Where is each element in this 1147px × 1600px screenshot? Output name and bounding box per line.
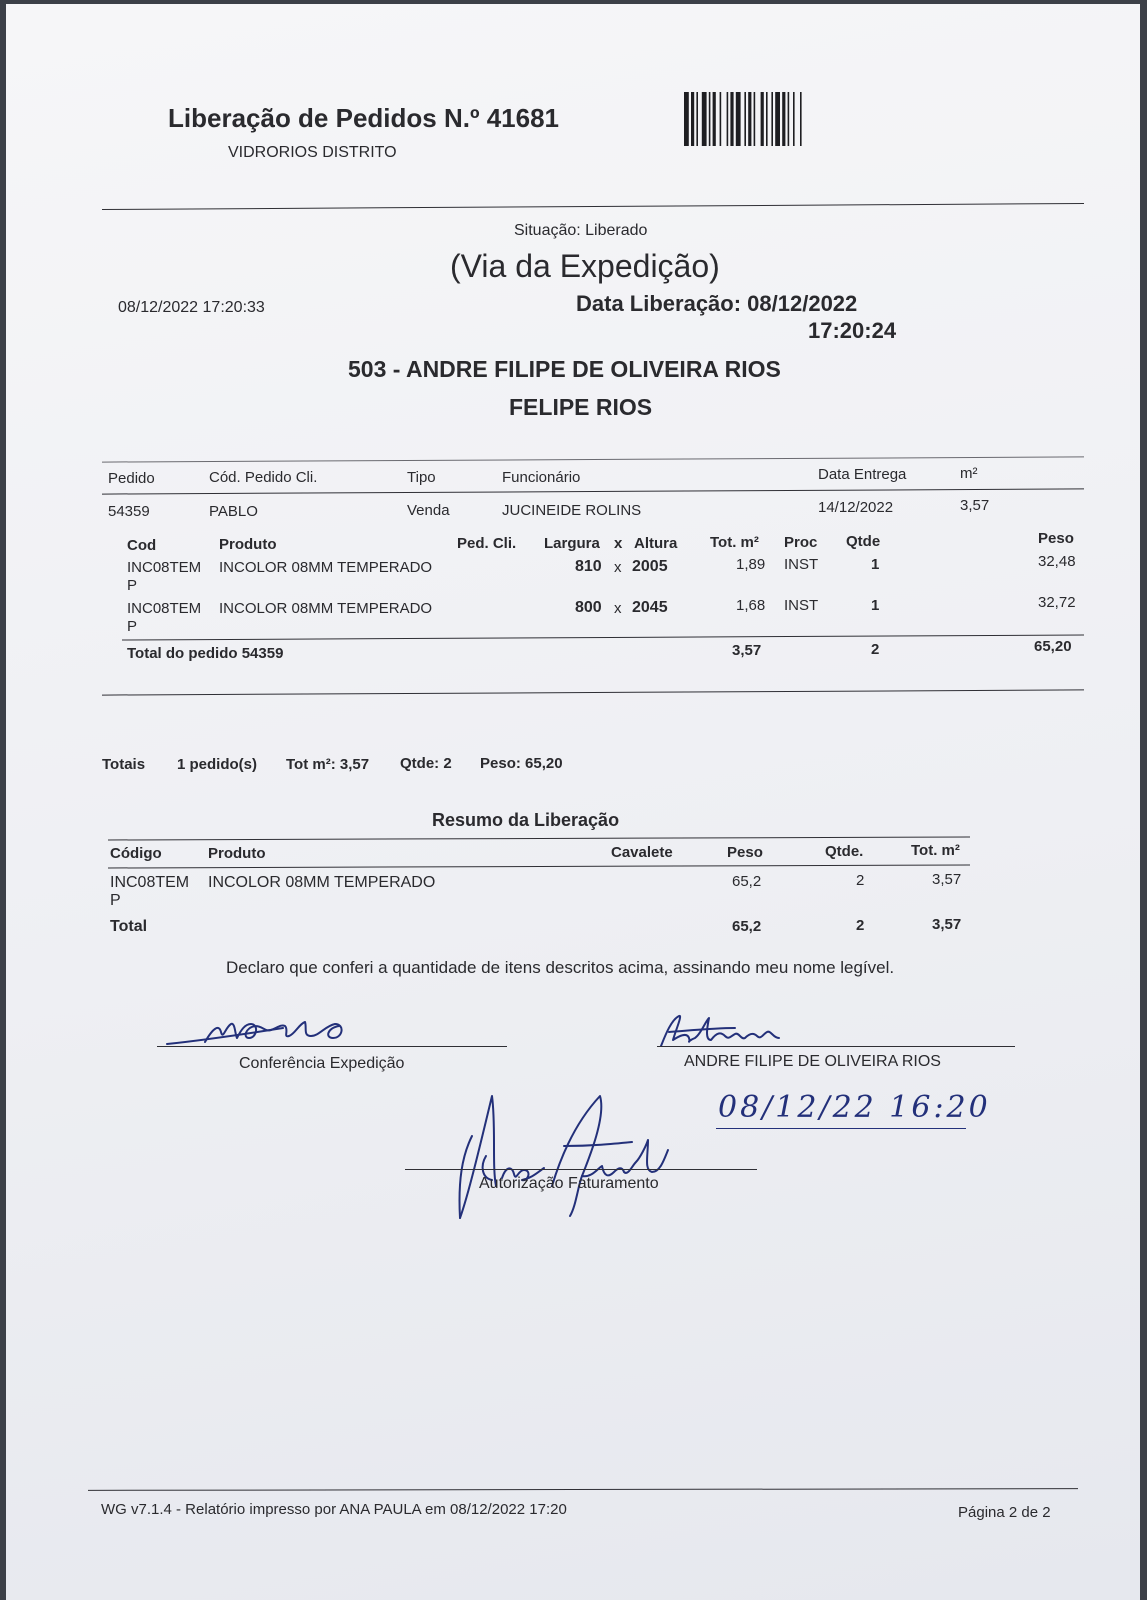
items-col-tot-m2: Tot. m² [710,534,759,551]
col-data-entrega: Data Entrega [818,466,907,483]
conferencia-signature [165,1010,395,1050]
summary-row-peso: 65,2 [732,873,762,890]
item-altura: 2005 [632,558,668,575]
document-page [6,4,1140,1600]
handwritten-datetime: 08/12/22 16:20 [718,1090,991,1125]
items-col-largura: Largura [544,535,600,552]
client-name: 503 - ANDRE FILIPE DE OLIVEIRA RIOS [348,356,781,382]
items-col-ped-cli: Ped. Cli. [457,535,517,552]
item-x: x [614,600,622,617]
summary-col-produto: Produto [208,845,266,862]
items-col-qtde: Qtde [846,533,881,550]
footer-left: WG v7.1.4 - Relatório impresso por ANA PAULA em 08/12/2022 17:20 [101,1501,567,1518]
order-pedido: 54359 [108,503,150,520]
summary-col-peso: Peso [727,844,763,861]
item-x: x [614,559,622,576]
release-date: Data Liberação: 08/12/2022 [576,291,858,316]
summary-col-tot-m2: Tot. m² [911,842,960,859]
order-total-qtde: 2 [871,641,880,658]
document-title: Liberação de Pedidos N.º 41681 [168,103,559,133]
item-produto: INCOLOR 08MM TEMPERADO [219,559,433,576]
col-m2: m² [960,465,978,482]
item-altura: 2045 [632,599,668,616]
items-col-cod: Cod [127,537,157,554]
summary-row-codigo: INC08TEM [110,874,190,891]
items-col-produto: Produto [219,536,277,553]
order-cod-pedido-cli: PABLO [209,503,258,520]
copy-label: (Via da Expedição) [450,248,720,284]
declaration-text: Declaro que conferi a quantidade de itens descritos acima, assinando meu nome legível. [226,958,895,977]
item-proc: INST [784,556,819,573]
order-funcionario: JUCINEIDE ROLINS [502,502,642,519]
item-proc: INST [784,597,819,614]
client-signature-line [657,1046,1015,1047]
item-cod: INC08TEM [127,600,202,617]
items-col-peso: Peso [1038,530,1074,547]
order-m2: 3,57 [960,497,990,514]
items-col-x: x [614,535,623,552]
summary-col-codigo: Código [110,845,162,862]
summary-col-qtde: Qtde. [825,843,864,860]
summary-row-produto: INCOLOR 08MM TEMPERADO [208,874,436,891]
summary-total-qtde: 2 [856,917,865,934]
summary-title: Resumo da Liberação [432,810,620,830]
autorizacao-label: Autorização Faturamento [479,1175,659,1192]
summary-total-tot-m2: 3,57 [932,916,962,933]
summary-row-qtde: 2 [856,872,865,889]
summary-total-peso: 65,2 [732,918,762,935]
autorizacao-signature [452,1086,682,1222]
item-qtde: 1 [871,597,880,614]
items-col-proc: Proc [784,534,818,551]
item-cod-suffix: P [127,577,138,594]
conferencia-signature-line [157,1046,507,1047]
summary-total-label: Total [110,918,148,935]
handwritten-date-underline [716,1128,966,1129]
totals-peso: Peso: 65,20 [480,755,563,772]
col-pedido: Pedido [108,470,155,487]
item-peso: 32,48 [1038,553,1076,570]
totals-qtde: Qtde: 2 [400,755,452,772]
summary-row-codigo-suffix: P [110,892,121,909]
order-total-m2: 3,57 [732,642,762,659]
col-tipo: Tipo [407,469,436,486]
company-name: VIDRORIOS DISTRITO [228,144,397,161]
col-cod-pedido-cli: Cód. Pedido Cli. [209,469,318,486]
item-produto: INCOLOR 08MM TEMPERADO [219,600,433,617]
item-tot-m2: 1,89 [736,556,766,573]
totals-m2: Tot m²: 3,57 [286,756,370,773]
col-funcionario: Funcionário [502,469,581,486]
release-time: 17:20:24 [808,318,897,343]
item-largura: 800 [575,599,602,616]
order-data-entrega: 14/12/2022 [818,499,894,516]
summary-row-tot-m2: 3,57 [932,871,962,888]
order-total-peso: 65,20 [1034,638,1072,655]
print-datetime: 08/12/2022 17:20:33 [118,299,265,316]
item-qtde: 1 [871,556,880,573]
summary-col-cavalete: Cavalete [611,844,673,861]
order-tipo: Venda [407,502,450,519]
item-cod-suffix: P [127,618,138,635]
item-cod: INC08TEM [127,559,202,576]
status-text: Situação: Liberado [514,222,648,239]
client-signature [655,1010,795,1050]
items-col-altura: Altura [634,535,678,552]
totals-label: Totais [102,756,146,773]
totals-pedidos: 1 pedido(s) [177,756,258,773]
item-tot-m2: 1,68 [736,597,766,614]
order-total-label: Total do pedido 54359 [127,645,284,662]
footer-page-number: Página 2 de 2 [958,1504,1051,1521]
item-peso: 32,72 [1038,594,1076,611]
barcode [684,92,856,146]
item-largura: 810 [575,558,602,575]
conferencia-label: Conferência Expedição [239,1055,405,1072]
autorizacao-signature-line [405,1169,757,1170]
client-short-name: FELIPE RIOS [509,394,653,420]
client-label: ANDRE FILIPE DE OLIVEIRA RIOS [684,1053,941,1070]
